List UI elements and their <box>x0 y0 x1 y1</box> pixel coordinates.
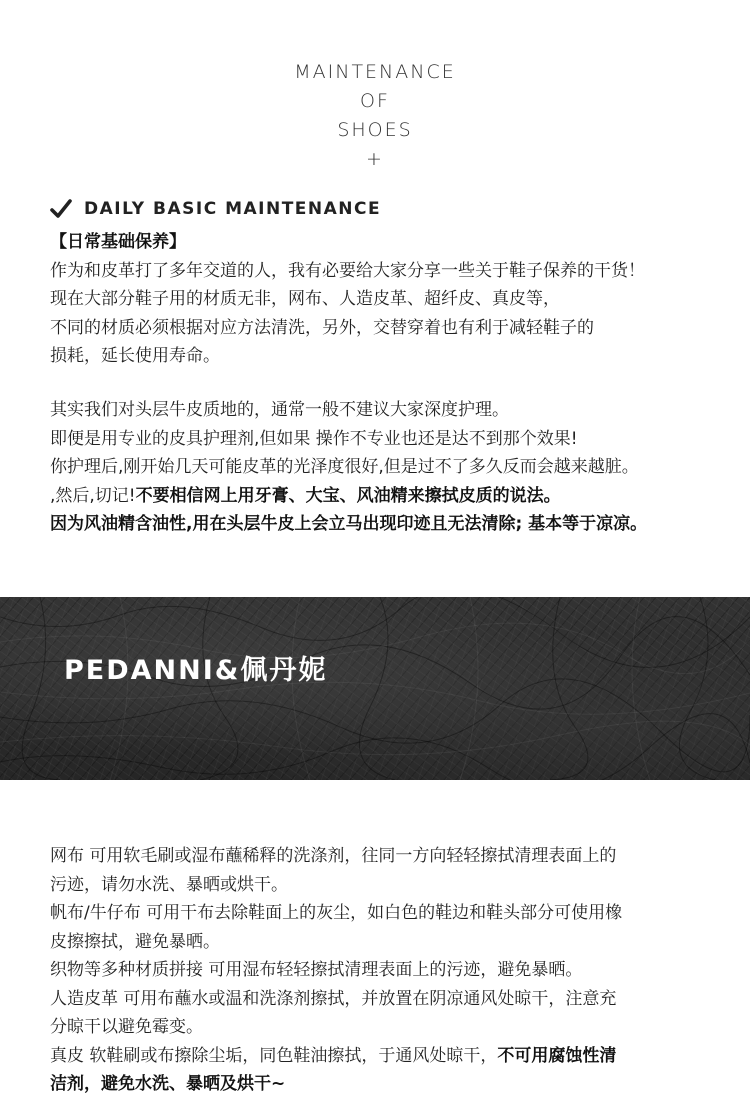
brand-name: PEDANNI&佩丹妮 <box>64 655 328 686</box>
intro-line: 现在大部分鞋子用的材质无非，网布、人造皮革、超纤皮、真皮等， <box>50 289 560 309</box>
warning-line: 即便是用专业的皮具护理剂,但如果 操作不专业也还是达不到那个效果! <box>50 428 578 449</box>
leather-care-final: 洁剂，避免水洗、暴晒及烘干~ <box>50 1074 286 1094</box>
heading-line-maintenance: MAINTENANCE <box>294 61 456 83</box>
care-line: 分晾干以避免霉变。 <box>50 1017 203 1037</box>
leather-banner <box>0 597 750 780</box>
warning-line: 其实我们对头层牛皮质地的，通常一般不建议大家深度护理。 <box>50 400 509 420</box>
heading-line-of: OF <box>360 90 390 112</box>
leather-care-bold: 不可用腐蚀性清 <box>497 1045 617 1066</box>
heading-plus: + <box>366 148 384 170</box>
heading-line-shoes: SHOES <box>337 119 413 141</box>
checkmark-icon <box>50 199 72 219</box>
care-line-mixed <box>50 1042 750 1071</box>
page-heading <box>0 58 750 174</box>
warning-line-mixed <box>50 482 750 511</box>
care-line: 污迹，请勿水洗、暴晒或烘干。 <box>50 874 288 895</box>
intro-line: 损耗，延长使用寿命。 <box>50 346 220 366</box>
care-line: 网布 可用软毛刷或湿布蘸稀释的洗涤剂，往同一方向轻轻擦拭清理表面上的 <box>50 846 617 866</box>
care-line: 帆布/牛仔布 可用干布去除鞋面上的灰尘，如白色的鞋边和鞋头部分可使用橡 <box>50 903 623 923</box>
section-title-text: DAILY BASIC MAINTENANCE <box>84 199 382 219</box>
leather-care-normal: 真皮 软鞋刷或布擦除尘垢，同色鞋油擦拭，于通风处晾干， <box>50 1045 498 1066</box>
section-subtitle: 【日常基础保养】 <box>50 232 186 252</box>
care-line: 织物等多种材质拼接 可用湿布轻轻擦拭清理表面上的污迹，避免暴晒。 <box>50 960 583 980</box>
material-care-text <box>50 842 750 1099</box>
intro-line: 作为和皮革打了多年交道的人，我有必要给大家分享一些关于鞋子保养的干货！ <box>50 260 645 281</box>
warning-bold: 不要相信网上用牙膏、大宝、风油精来擦拭皮质的说法。 <box>135 485 561 506</box>
intro-line: 不同的材质必须根据对应方法清洗，另外，交替穿着也有利于减轻鞋子的 <box>50 317 594 338</box>
care-warning-text <box>50 396 750 539</box>
warning-line: 你护理后,刚开始几天可能皮革的光泽度很好,但是过不了多久反而会越来越脏。 <box>50 457 639 477</box>
care-line: 人造皮革 可用布蘸水或温和洗涤剂擦拭，并放置在阴凉通风处晾干，注意充 <box>50 988 617 1009</box>
warning-prefix: ,然后,切记! <box>50 485 136 506</box>
section-title <box>50 199 381 219</box>
warning-bold-line: 因为风油精含油性,用在头层牛皮上会立马出现印迹且无法清除; 基本等于凉凉。 <box>50 514 648 534</box>
leather-texture <box>0 597 750 780</box>
intro-text <box>50 228 750 371</box>
care-line: 皮擦擦拭，避免暴晒。 <box>50 931 220 952</box>
